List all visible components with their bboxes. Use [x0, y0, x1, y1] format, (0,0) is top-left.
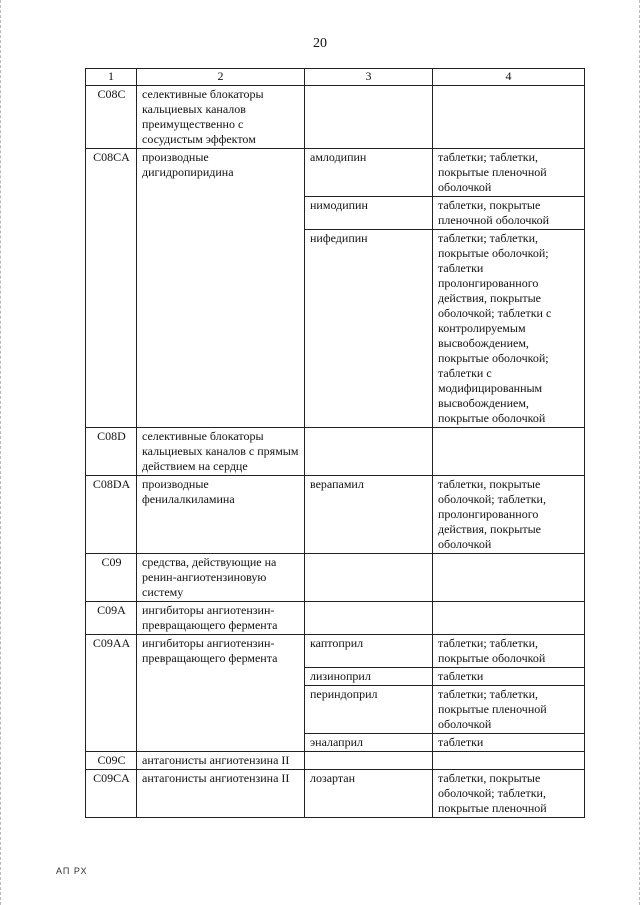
group-name-cell: производные фенилалкиламина	[137, 476, 305, 554]
dosage-form-cell: таблетки	[433, 668, 585, 686]
table-header-row	[86, 69, 585, 86]
atc-code-cell: C08DA	[86, 476, 137, 554]
column-header: 4	[433, 69, 585, 86]
atc-code-cell: C08CA	[86, 149, 137, 428]
table-row	[86, 149, 585, 197]
column-header: 1	[86, 69, 137, 86]
table-row	[86, 752, 585, 770]
table-row	[86, 86, 585, 149]
drug-name-cell: лизиноприл	[305, 668, 433, 686]
dosage-form-cell	[433, 428, 585, 476]
dosage-form-cell	[433, 86, 585, 149]
group-name-cell: антагонисты ангиотензина II	[137, 752, 305, 770]
drug-classification-table	[85, 68, 585, 818]
drug-name-cell	[305, 752, 433, 770]
table-body	[86, 69, 585, 818]
drug-name-cell: амлодипин	[305, 149, 433, 197]
drug-name-cell: эналаприл	[305, 734, 433, 752]
drug-name-cell	[305, 428, 433, 476]
table-row	[86, 554, 585, 602]
drug-name-cell	[305, 602, 433, 635]
footer-stamp: АП РХ	[56, 866, 88, 876]
group-name-cell: селективные блокаторы кальциевых каналов с прямым действием на сердце	[137, 428, 305, 476]
drug-name-cell	[305, 86, 433, 149]
page-number: 20	[313, 36, 327, 51]
column-header: 2	[137, 69, 305, 86]
table-row	[86, 428, 585, 476]
dosage-form-cell	[433, 752, 585, 770]
atc-code-cell: C09AA	[86, 635, 137, 752]
atc-code-cell: C09	[86, 554, 137, 602]
drug-name-cell: нимодипин	[305, 197, 433, 230]
atc-code-cell: C09CA	[86, 770, 137, 818]
drug-name-cell: периндоприл	[305, 686, 433, 734]
dosage-form-cell: таблетки	[433, 734, 585, 752]
drug-name-cell: лозартан	[305, 770, 433, 818]
dosage-form-cell: таблетки, покрытые оболочкой; таблетки, покрытые пленочной	[433, 770, 585, 818]
group-name-cell: производные дигидропиридина	[137, 149, 305, 428]
dosage-form-cell	[433, 602, 585, 635]
drug-name-cell: нифедипин	[305, 230, 433, 428]
drug-name-cell: верапамил	[305, 476, 433, 554]
group-name-cell: селективные блокаторы кальциевых каналов преимущественно с сосудистым эффектом	[137, 86, 305, 149]
dosage-form-cell	[433, 554, 585, 602]
table-row	[86, 602, 585, 635]
dosage-form-cell: таблетки; таблетки, покрытые оболочкой; таблетки пролонгированного действия, покрытые оболочкой; таблетки с контролируемым высвобождением, покрытые оболочкой; таблетки с модифицированным высвобождением, покрытые оболочкой	[433, 230, 585, 428]
atc-code-cell: C09A	[86, 602, 137, 635]
page-edge-left	[0, 0, 2, 905]
group-name-cell: антагонисты ангиотензина II	[137, 770, 305, 818]
atc-code-cell: C09C	[86, 752, 137, 770]
drug-name-cell	[305, 554, 433, 602]
table-row	[86, 635, 585, 668]
table-row	[86, 476, 585, 554]
atc-code-cell: C08C	[86, 86, 137, 149]
group-name-cell: средства, действующие на ренин-ангиотензиновую систему	[137, 554, 305, 602]
drug-name-cell: каптоприл	[305, 635, 433, 668]
dosage-form-cell: таблетки; таблетки, покрытые пленочной оболочкой	[433, 149, 585, 197]
column-header: 3	[305, 69, 433, 86]
group-name-cell: ингибиторы ангиотензин-превращающего фермента	[137, 635, 305, 752]
dosage-form-cell: таблетки; таблетки, покрытые пленочной оболочкой	[433, 686, 585, 734]
group-name-cell: ингибиторы ангиотензин-превращающего фермента	[137, 602, 305, 635]
dosage-form-cell: таблетки; таблетки, покрытые оболочкой	[433, 635, 585, 668]
atc-code-cell: C08D	[86, 428, 137, 476]
dosage-form-cell: таблетки, покрытые пленочной оболочкой	[433, 197, 585, 230]
dosage-form-cell: таблетки, покрытые оболочкой; таблетки, пролонгированного действия, покрытые оболочкой	[433, 476, 585, 554]
table-row	[86, 770, 585, 818]
